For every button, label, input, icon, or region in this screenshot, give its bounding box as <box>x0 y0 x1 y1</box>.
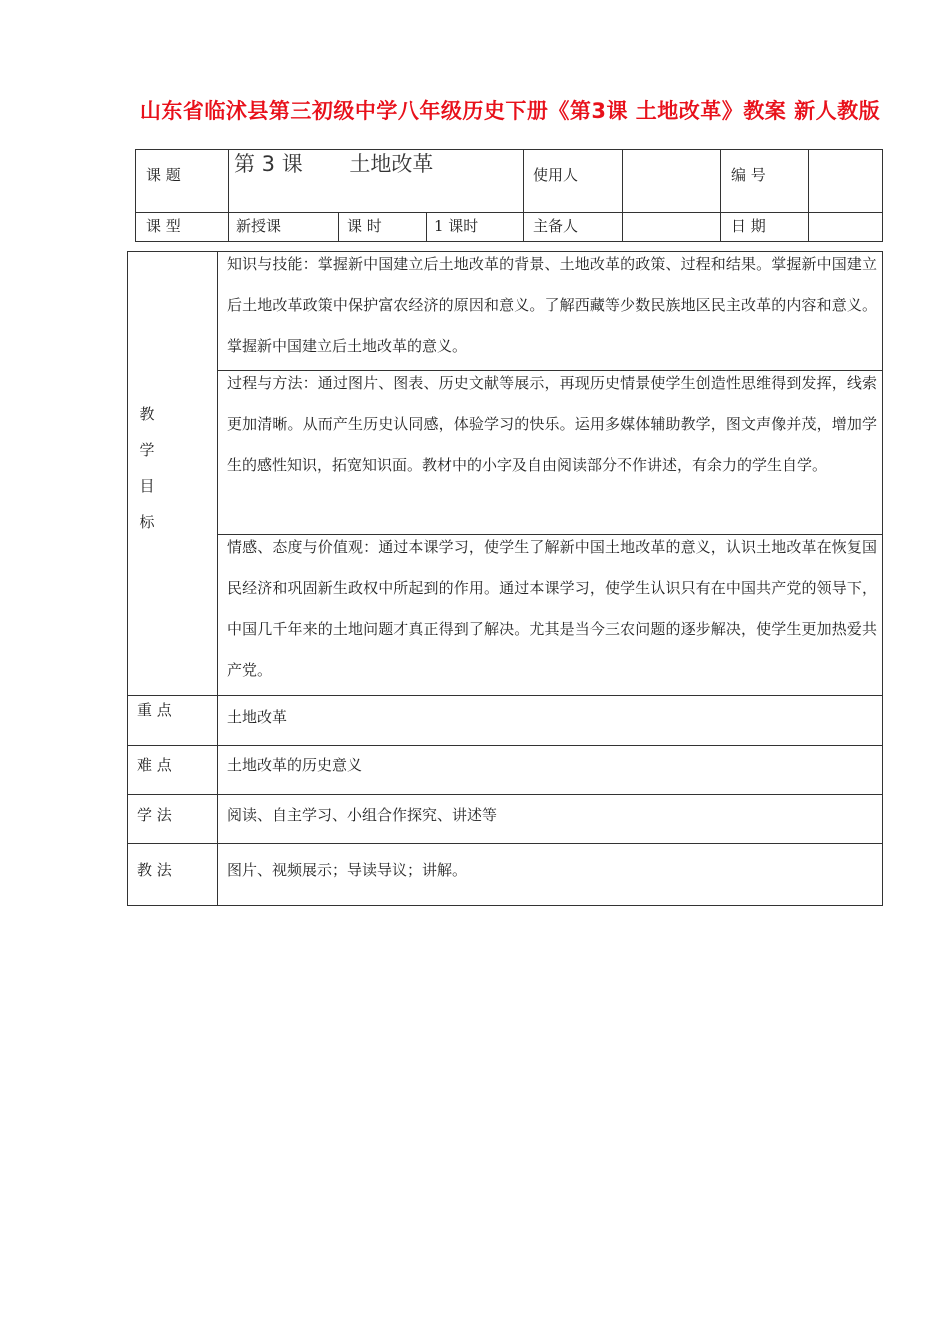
type-label: 课 型 <box>146 217 181 235</box>
lesson-name: 土地改革 <box>349 152 434 176</box>
document-title: 山东省临沭县第三初级中学八年级历史下册《第3课 土地改革》教案 新人教版 <box>139 99 881 123</box>
hours-label: 课 时 <box>347 217 382 235</box>
teaching-method-value: 图片、视频展示；导读导议；讲解。 <box>227 861 468 879</box>
goal-knowledge: 知识与技能：掌握新中国建立后土地改革的背景、土地改革的政策、过程和结果。掌握新中国建立后土地改革政策中保护富农经济的原因和意义。了解西藏等少数民族地区民主改革的内容和意义。掌握新中国建立后土地改革的意义。 <box>227 255 877 355</box>
difficulty-label: 难 点 <box>137 756 172 774</box>
teaching-method-label: 教 法 <box>137 861 172 879</box>
type-value: 新授课 <box>236 217 282 235</box>
goals-label: 教 学 目 标 <box>139 405 155 531</box>
goal-emotion: 情感、态度与价值观：通过本课学习，使学生了解新中国土地改革的意义，认识土地改革在恢复国民经济和巩固新生政权中所起到的作用。通过本课学习，使学生认识只有在中国共产党的领导下，中国几千年来的土地问题才真正得到了解决。尤其是当今三农问题的逐步解决，使学生更加热爱共产党。 <box>227 538 877 679</box>
lesson-title <box>234 150 433 178</box>
user-label: 使用人 <box>533 166 579 184</box>
lesson-number: 第 3 课 <box>234 152 303 176</box>
topic-label: 课 题 <box>146 166 181 184</box>
difficulty-value: 土地改革的历史意义 <box>227 756 363 774</box>
preparer-label: 主备人 <box>533 217 579 235</box>
study-method-value: 阅读、自主学习、小组合作探究、讲述等 <box>227 806 498 824</box>
date-label: 日 期 <box>731 217 766 235</box>
key-point-label: 重 点 <box>137 701 172 719</box>
goal-process: 过程与方法：通过图片、图表、历史文献等展示，再现历史情景使学生创造性思维得到发挥，线索更加清晰。从而产生历史认同感，体验学习的快乐。运用多媒体辅助教学，图文声像并茂，增加学生的感性知识，拓宽知识面。教材中的小字及自由阅读部分不作讲述，有余力的学生自学。 <box>227 374 877 474</box>
hours-value: 1 课时 <box>434 217 479 235</box>
number-label: 编 号 <box>731 166 766 184</box>
key-point-value: 土地改革 <box>227 708 288 726</box>
study-method-label: 学 法 <box>137 806 172 824</box>
